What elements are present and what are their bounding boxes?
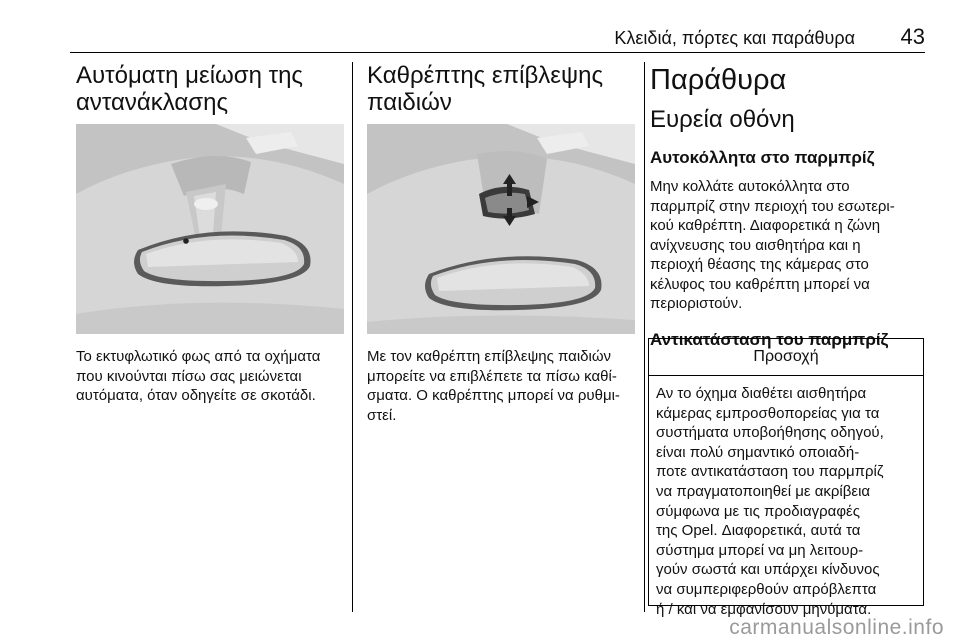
text-line: αυτόματα, όταν οδηγείτε σε σκοτάδι.	[76, 387, 316, 404]
column-child-mirror	[367, 62, 632, 116]
auto-dimming-heading-line1: Αυτόματη μείωση της	[76, 62, 303, 89]
text-line: μπορείτε να επιβλέπετε τα πίσω καθί-	[367, 367, 617, 385]
child-mirror-heading-line1: Καθρέπτης επίβλεψης	[367, 62, 604, 89]
windscreen-subtitle: Ευρεία οθόνη	[650, 106, 795, 133]
text-line: κού καθρέπτη. Διαφορετικά η ζώνη	[650, 217, 881, 234]
watermark: carmanualsonline.info	[729, 616, 944, 639]
replacement-heading: Αντικατάσταση του παρμπρίζ	[650, 329, 889, 349]
caution-box	[648, 338, 924, 618]
text-line: κάμερας εμπροσθοπορείας για τα	[656, 404, 880, 422]
child-mirror-heading	[367, 62, 632, 116]
text-line: ανίχνευσης του αισθητήρα και η	[650, 236, 861, 254]
text-line: κέλυφος του καθρέπτη μπορεί να	[650, 275, 870, 293]
text-line: που κινούνται πίσω σας μειώνεται	[76, 367, 302, 385]
text-line: ποτε αντικατάσταση του παρμπρίζ	[656, 463, 884, 481]
text-line: σύμφωνα με τις προδιαγραφές	[656, 502, 860, 520]
text-line: συστήματα υποβοήθησης οδηγού,	[656, 424, 884, 442]
child-mirror-text	[367, 347, 642, 425]
text-line: γούν σωστά και υπάρχει κίνδυνος	[656, 561, 880, 579]
column-divider	[644, 62, 645, 612]
column-auto-dimming	[76, 62, 341, 116]
column-windows	[650, 64, 930, 350]
stickers-body	[650, 177, 930, 314]
text-line: Το εκτυφλωτικό φως από τα οχήματα	[76, 348, 321, 365]
rearview-mirror-illustration	[76, 124, 344, 334]
windows-title: Παράθυρα	[650, 64, 787, 96]
text-line: παρμπρίζ στην περιοχή του εσωτερι-	[650, 197, 895, 215]
auto-dimming-heading	[76, 62, 341, 116]
page-number: 43	[900, 24, 925, 49]
text-line: ή / και να εμφανίσουν μηνύματα.	[656, 600, 872, 618]
text-line: περιοριστούν.	[650, 295, 743, 312]
text-line: στεί.	[367, 406, 397, 424]
text-line: Μην κολλάτε αυτοκόλλητα στο	[650, 178, 850, 195]
text-line: Με τον καθρέπτη επίβλεψης παιδιών	[367, 348, 612, 365]
child-mirror-illustration	[367, 124, 635, 334]
auto-dimming-text	[76, 347, 346, 406]
text-line: περιοχή θέασης της κάμερας στο	[650, 256, 869, 273]
auto-dimming-body	[76, 347, 346, 406]
text-line: να συμπεριφερθούν απρόβλεπτα	[656, 580, 877, 598]
caution-title: Προσοχή	[649, 339, 923, 376]
auto-dimming-heading-line2: αντανάκλασης	[76, 89, 229, 116]
caution-body	[649, 376, 923, 619]
stickers-heading: Αυτοκόλλητα στο παρμπρίζ	[650, 148, 875, 167]
child-mirror-body	[367, 347, 642, 425]
text-line: σματα. Ο καθρέπτης μπορεί να ρυθμι-	[367, 387, 620, 404]
text-line: να πραγματοποιηθεί με ακρίβεια	[656, 482, 871, 500]
text-line: είναι πολύ σημαντικό οποιαδή-	[656, 443, 860, 461]
text-line: σύστημα μπορεί να μη λειτουρ-	[656, 541, 864, 559]
column-divider	[352, 62, 353, 612]
chapter-title: Κλειδιά, πόρτες και παράθυρα	[614, 28, 855, 48]
text-line: Αν το όχημα διαθέτει αισθητήρα	[656, 385, 867, 402]
page-header	[70, 22, 925, 53]
child-mirror-heading-line2: παιδιών	[367, 89, 452, 116]
text-line: της Opel. Διαφορετικά, αυτά τα	[656, 522, 861, 540]
